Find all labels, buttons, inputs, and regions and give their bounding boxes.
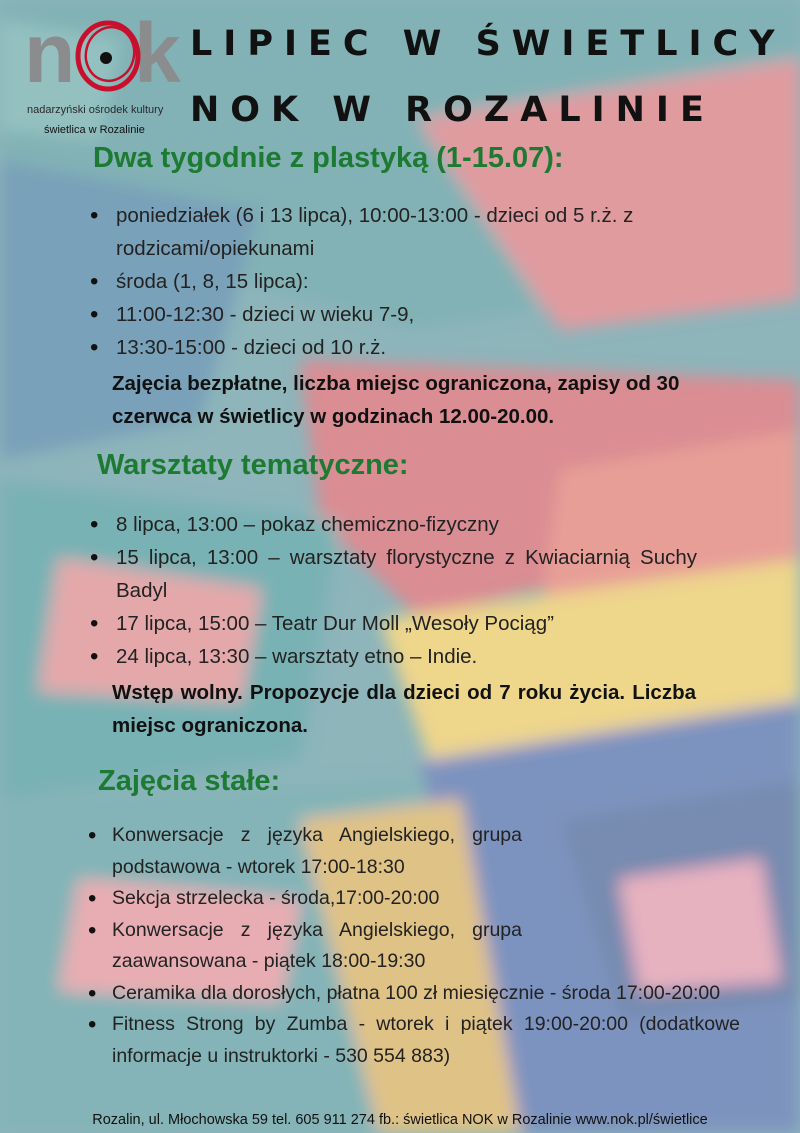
title-line-2: NOK W ROZALINIE xyxy=(190,90,715,130)
list-item: • poniedziałek (6 i 13 lipca), 10:00-13:00 - dzieci od 5 r.ż. z rodzicami/opiekunami xyxy=(90,199,740,265)
regular-classes-list xyxy=(88,820,740,1072)
art-schedule-list xyxy=(90,199,740,364)
list-item: • 8 lipca, 13:00 – pokaz chemiczno-fizyczny xyxy=(90,508,697,541)
list-item: • Konwersacje z języka Angielskiego, grupa zaawansowana - piątek 18:00-19:30 xyxy=(88,915,522,978)
svg-text:n: n xyxy=(24,12,74,94)
list-item: • 15 lipca, 13:00 – warsztaty florystyczne z Kwiaciarnią Suchy Badyl xyxy=(90,541,697,607)
nok-logo xyxy=(22,12,190,136)
logo-subtitle: nadarzyński ośrodek kultury xyxy=(27,104,164,116)
section-heading-regular: Zajęcia stałe: xyxy=(98,765,281,797)
section-heading-art: Dwa tygodnie z plastyką (1-15.07): xyxy=(93,142,564,174)
contact-footer: Rozalin, ul. Młochowska 59 tel. 605 911 274 fb.: świetlica NOK w Rozalinie www.nok.pl/świetlice xyxy=(92,1112,708,1128)
svg-text:k: k xyxy=(134,12,181,94)
list-item: • Sekcja strzelecka - środa,17:00-20:00 xyxy=(88,883,740,915)
list-item: • Fitness Strong by Zumba - wtorek i piątek 19:00-20:00 (dodatkowe informacje u instruktorki - 530 554 883) xyxy=(88,1009,740,1072)
workshops-list xyxy=(90,508,697,673)
art-note: Zajęcia bezpłatne, liczba miejsc ograniczona, zapisy od 30 czerwca w świetlicy w godzinach 12.00-20.00. xyxy=(112,372,680,428)
list-item: • 11:00-12:30 - dzieci w wieku 7-9, xyxy=(90,298,740,331)
workshops-note: Wstęp wolny. Propozycje dla dzieci od 7 roku życia. Liczba miejsc ograniczona. xyxy=(112,681,696,737)
section-heading-workshops: Warsztaty tematyczne: xyxy=(97,449,409,481)
nok-logo-mark xyxy=(22,12,190,94)
list-item: • Ceramika dla dorosłych, płatna 100 zł miesięcznie - środa 17:00-20:00 xyxy=(88,978,740,1010)
list-item: • 17 lipca, 15:00 – Teatr Dur Moll „Wesoły Pociąg” xyxy=(90,607,697,640)
title-line-1: LIPIEC W ŚWIETLICY xyxy=(190,24,786,64)
list-item: • Konwersacje z języka Angielskiego, grupa podstawowa - wtorek 17:00-18:30 xyxy=(88,820,522,883)
list-item: • 13:30-15:00 - dzieci od 10 r.ż. xyxy=(90,331,740,364)
list-item: • środa (1, 8, 15 lipca): xyxy=(90,265,740,298)
logo-subtitle-location: świetlica w Rozalinie xyxy=(44,124,145,136)
list-item: • 24 lipca, 13:30 – warsztaty etno – Indie. xyxy=(90,640,697,673)
